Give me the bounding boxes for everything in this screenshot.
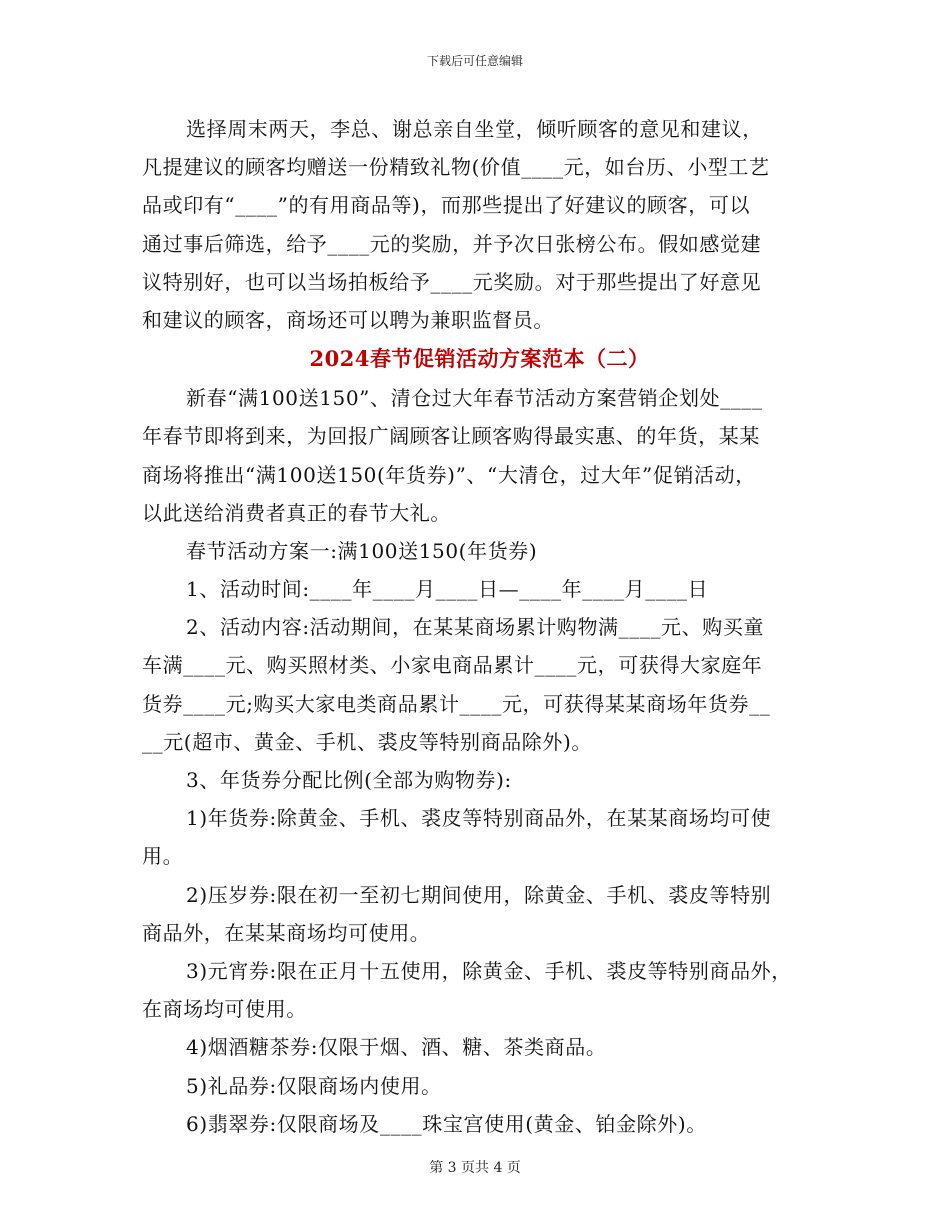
para2-line-4: 以此送给消费者真正的春节大礼。 <box>142 500 451 525</box>
plan1-heading: 春节活动方案一:满100送150(年货券) <box>186 538 538 563</box>
coupon1-line-2: 用。 <box>142 844 184 869</box>
item2-line-1: 2、活动内容:活动期间，在某某商场累计购物满____元、购买童 <box>186 615 765 640</box>
item2-line-2: 车满____元、购买照材类、小家电商品累计____元，可获得大家庭年 <box>142 653 763 678</box>
para2-line-1: 新春“满100送150”、清仓过大年春节活动方案营销企划处____ <box>186 386 763 411</box>
coupon4: 4)烟酒糖茶券:仅限于烟、酒、糖、茶类商品。 <box>186 1035 607 1060</box>
coupon1-line-1: 1)年货券:除黄金、手机、裘皮等特别商品外，在某某商场均可使 <box>186 806 772 831</box>
para1-line-5: 议特别好，也可以当场拍板给予____元奖励。对于那些提出了好意见 <box>142 269 762 294</box>
section-title: 2024春节促销活动方案范本（二） <box>309 346 650 372</box>
item1-time: 1、活动时间:____年____月____日—____年____月____日 <box>186 577 709 602</box>
para1-line-2: 凡提建议的顾客均赠送一份精致礼物(价值____元，如台历、小型工艺 <box>142 155 770 180</box>
para1-line-1: 选择周末两天，李总、谢总亲自坐堂，倾听顾客的意见和建议， <box>186 117 763 141</box>
item3-heading: 3、年货券分配比例(全部为购物券): <box>186 768 512 792</box>
para2-line-2: 年春节即将到来，为回报广阔顾客让顾客购得最实惠、的年货，某某 <box>142 424 760 449</box>
coupon3-line-1: 3)元宵券:限在正月十五使用，除黄金、手机、裘皮等特别商品外， <box>186 958 792 983</box>
page-footer: 第 3 页共 4 页 <box>429 1160 521 1176</box>
page-header: 下载后可任意编辑 <box>426 54 523 68</box>
para1-line-3: 品或印有“____”的有用商品等)，而那些提出了好建议的顾客，可以 <box>142 193 751 218</box>
coupon5: 5)礼品券:仅限商场内使用。 <box>186 1073 442 1098</box>
item2-line-4: __元(超市、黄金、手机、裘皮等特别商品除外)。 <box>142 729 593 754</box>
para2-line-3: 商场将推出“满100送150(年货券)”、“大清仓，过大年”促销活动， <box>142 462 756 487</box>
para1-line-4: 通过事后筛选，给予____元的奖励，并予次日张榜公布。假如感觉建 <box>142 231 762 256</box>
coupon2-line-2: 商品外，在某某商场均可使用。 <box>142 920 431 945</box>
coupon6: 6)翡翠券:仅限商场及____珠宝宫使用(黄金、铂金除外)。 <box>186 1111 707 1136</box>
coupon3-line-2: 在商场均可使用。 <box>142 997 307 1022</box>
coupon2-line-1: 2)压岁券:限在初一至初七期间使用，除黄金、手机、裘皮等特别 <box>186 882 772 907</box>
para1-line-6: 和建议的顾客，商场还可以聘为兼职监督员。 <box>142 307 554 332</box>
document-body <box>142 110 817 1143</box>
item2-line-3: 货券____元;购买大家电类商品累计____元，可获得某某商场年货券__ <box>142 691 771 716</box>
